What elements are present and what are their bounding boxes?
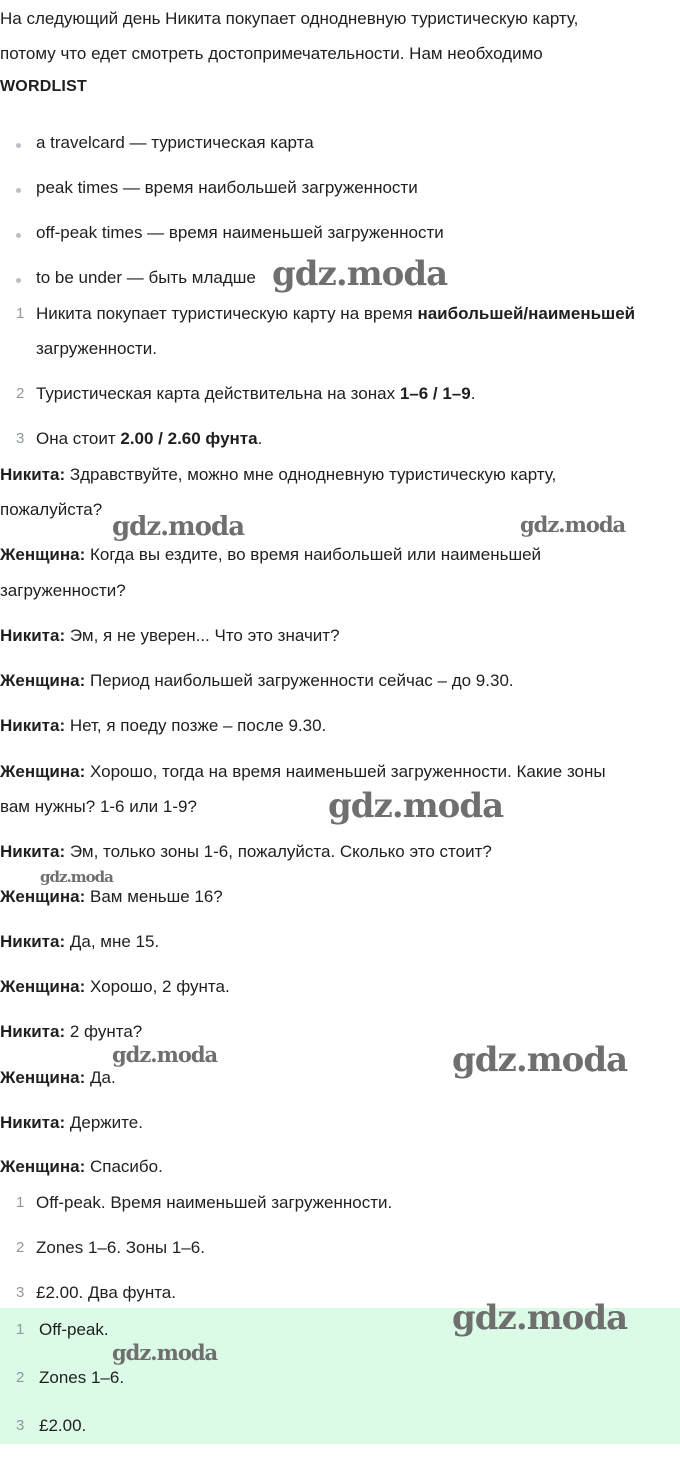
dialogue-line: Никита: 2 фунта?: [0, 1022, 143, 1041]
bullet-icon: [16, 233, 21, 238]
dialogue-line: Никита: Здравствуйте, можно мне однодневную туристическую карту,: [0, 465, 557, 484]
dialogue-line-cont: загруженности?: [0, 581, 126, 600]
watermark: gdz.moda: [452, 1040, 628, 1080]
wordlist-title: WORDLIST: [0, 78, 87, 95]
dialogue-line-cont: вам нужны? 1-6 или 1-9?: [0, 797, 197, 816]
watermark: gdz.moda: [112, 512, 245, 542]
dialogue-line: Женщина: Период наибольшей загруженности сейчас – до 9.30.: [0, 671, 514, 690]
dialogue-line: Женщина: Хорошо, тогда на время наименьшей загруженности. Какие зоны: [0, 762, 606, 781]
answer-block: 1 Off-peak. 2 Zones 1–6. 3 £2.00.: [0, 1308, 680, 1444]
intro-line-2: потому что едет смотреть достопримечательности. Нам необходимо: [0, 44, 543, 63]
dialogue-line: Никита: Эм, я не уверен... Что это значит?: [0, 626, 340, 645]
intro-line-1: На следующий день Никита покупает однодневную туристическую карту,: [0, 9, 579, 28]
watermark: gdz.moda: [272, 254, 448, 294]
dialogue-line: Никита: Держите.: [0, 1113, 143, 1132]
bullet-icon: [16, 278, 21, 283]
watermark: gdz.moda: [452, 1298, 628, 1338]
watermark: gdz.moda: [40, 868, 113, 886]
dialogue-line: Женщина: Да.: [0, 1068, 116, 1087]
watermark: gdz.moda: [112, 1042, 218, 1067]
dialogue-line-cont: пожалуйста?: [0, 500, 103, 519]
dialogue-line: Женщина: Хорошо, 2 фунта.: [0, 977, 230, 996]
watermark: gdz.moda: [328, 786, 504, 826]
dialogue-line: Женщина: Спасибо.: [0, 1157, 163, 1176]
dialogue-line: Никита: Эм, только зоны 1-6, пожалуйста. Сколько это стоит?: [0, 842, 492, 861]
dialogue-line: Никита: Нет, я поеду позже – после 9.30.: [0, 716, 327, 735]
dialogue-line: Женщина: Когда вы ездите, во время наибольшей или наименьшей: [0, 545, 542, 564]
watermark: gdz.moda: [520, 512, 626, 537]
dialogue-line: Женщина: Вам меньше 16?: [0, 887, 223, 906]
bullet-icon: [16, 143, 21, 148]
watermark: gdz.moda: [112, 1340, 218, 1365]
dialogue-line: Никита: Да, мне 15.: [0, 932, 160, 951]
bullet-icon: [16, 188, 21, 193]
